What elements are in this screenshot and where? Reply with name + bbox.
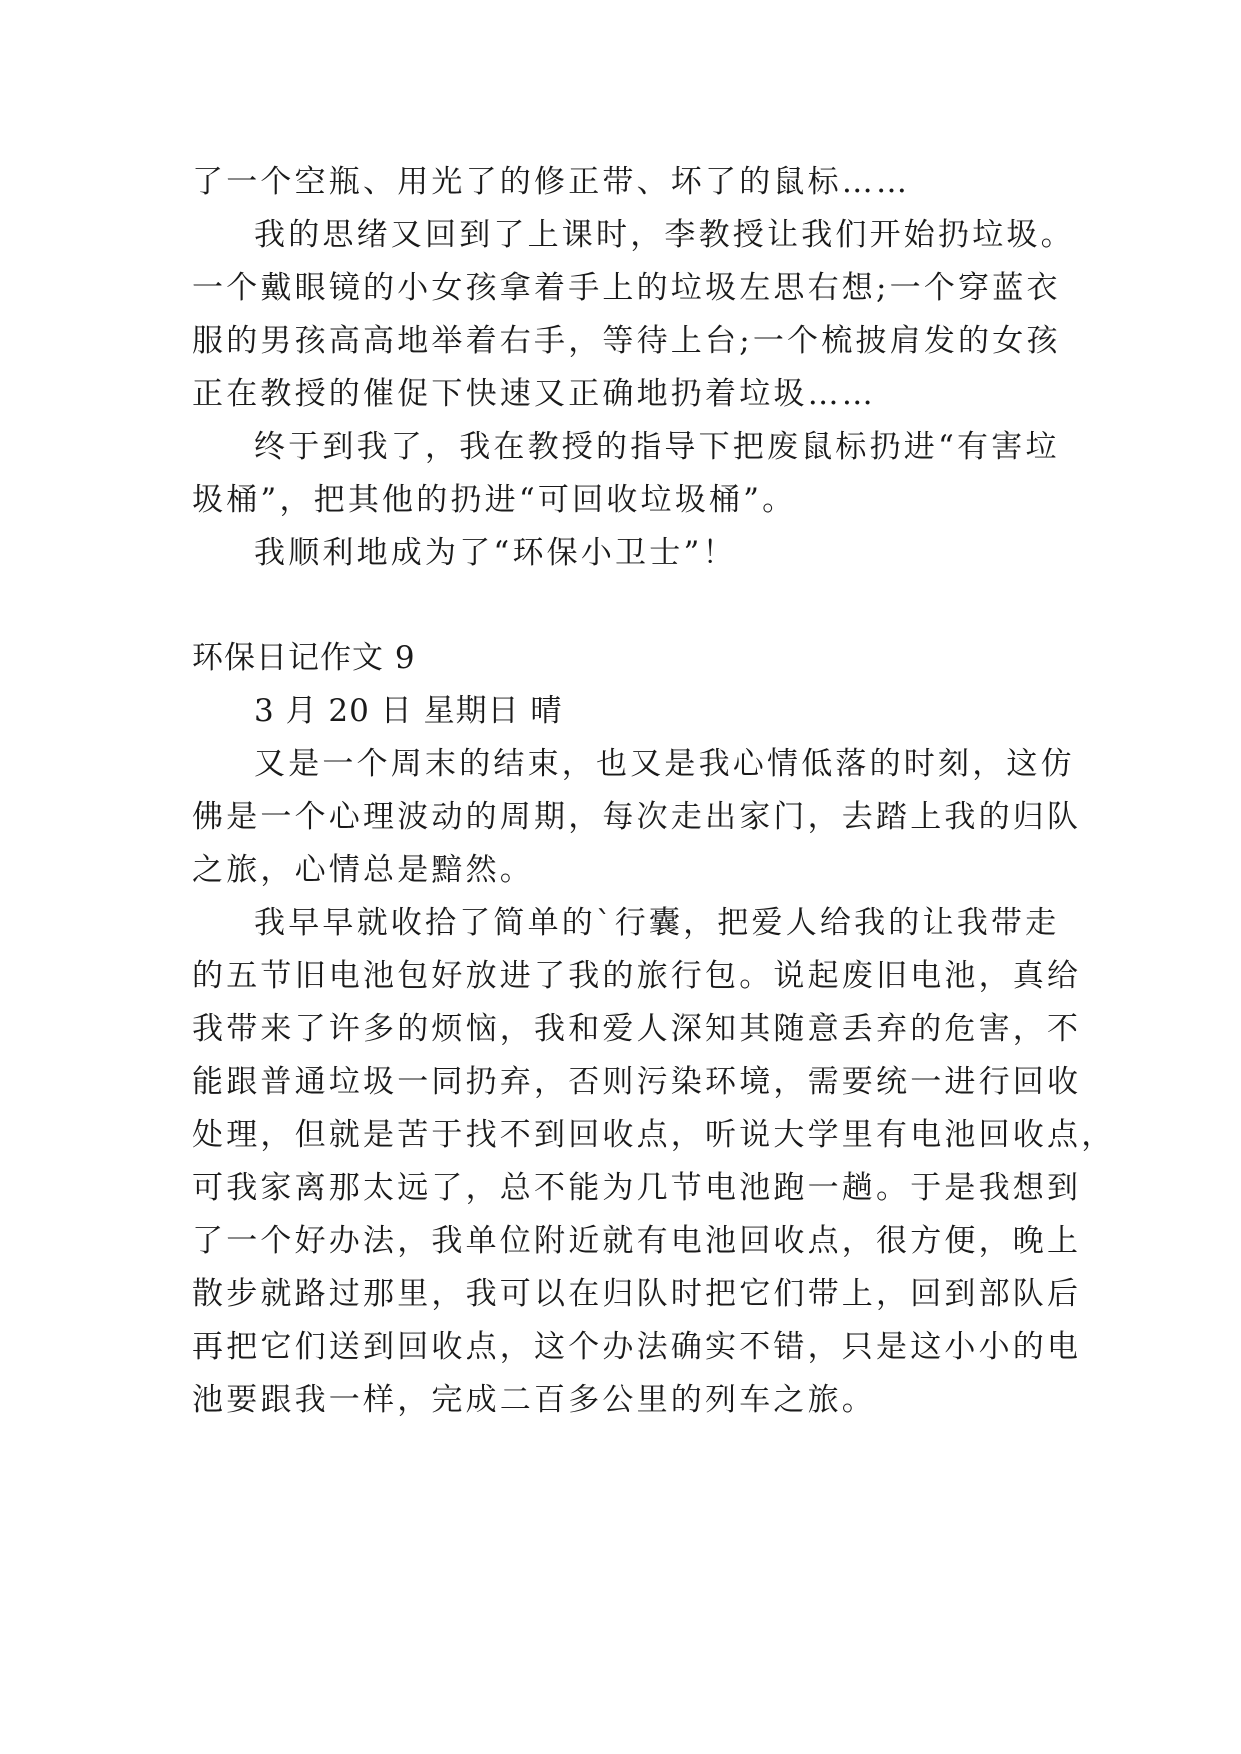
paragraph-line: 正在教授的催促下快速又正确地扔着垃圾…… [192, 376, 876, 412]
paragraph-line: 我早早就收拾了简单的`行囊，把爱人给我的让我带走 [254, 905, 1060, 941]
date-line: 3 月 20 日 星期日 晴 [254, 693, 563, 729]
paragraph-line: 的五节旧电池包好放进了我的旅行包。说起废旧电池，真给 [192, 958, 1082, 994]
paragraph-line: 我带来了许多的烦恼，我和爱人深知其随意丢弃的危害，不 [192, 1011, 1082, 1047]
paragraph-line: 我顺利地成为了“环保小卫士”！ [254, 535, 737, 571]
paragraph-line: 之旅，心情总是黯然。 [192, 852, 534, 888]
paragraph-line: 能跟普通垃圾一同扔弃，否则污染环境，需要统一进行回收 [192, 1064, 1082, 1100]
paragraph-line: 终于到我了，我在教授的指导下把废鼠标扔进“有害垃 [254, 429, 1060, 465]
paragraph-line: 又是一个周末的结束，也又是我心情低落的时刻，这仿 [254, 746, 1075, 782]
essay-title: 环保日记作文 9 [192, 640, 416, 676]
paragraph-line: 一个戴眼镜的小女孩拿着手上的垃圾左思右想;一个穿蓝衣 [192, 270, 1061, 306]
paragraph-line: 再把它们送到回收点，这个办法确实不错，只是这小小的电 [192, 1329, 1082, 1365]
paragraph-line: 我的思绪又回到了上课时，李教授让我们开始扔垃圾。 [254, 217, 1075, 253]
paragraph-line: 了一个空瓶、用光了的修正带、坏了的鼠标…… [192, 164, 911, 200]
paragraph-line: 佛是一个心理波动的周期，每次走出家门，去踏上我的归队 [192, 799, 1082, 835]
paragraph-line: 池要跟我一样，完成二百多公里的列车之旅。 [192, 1382, 876, 1418]
paragraph-line: 可我家离那太远了，总不能为几节电池跑一趟。于是我想到 [192, 1170, 1082, 1206]
paragraph-line: 圾桶”，把其他的扔进“可回收垃圾桶”。 [192, 482, 797, 518]
paragraph-line: 处理，但就是苦于找不到回收点，听说大学里有电池回收点， [192, 1117, 1116, 1153]
paragraph-line: 了一个好办法，我单位附近就有电池回收点，很方便，晚上 [192, 1223, 1082, 1259]
paragraph-line: 散步就路过那里，我可以在归队时把它们带上，回到部队后 [192, 1276, 1082, 1312]
paragraph-line: 服的男孩高高地举着右手，等待上台;一个梳披肩发的女孩 [192, 323, 1061, 359]
